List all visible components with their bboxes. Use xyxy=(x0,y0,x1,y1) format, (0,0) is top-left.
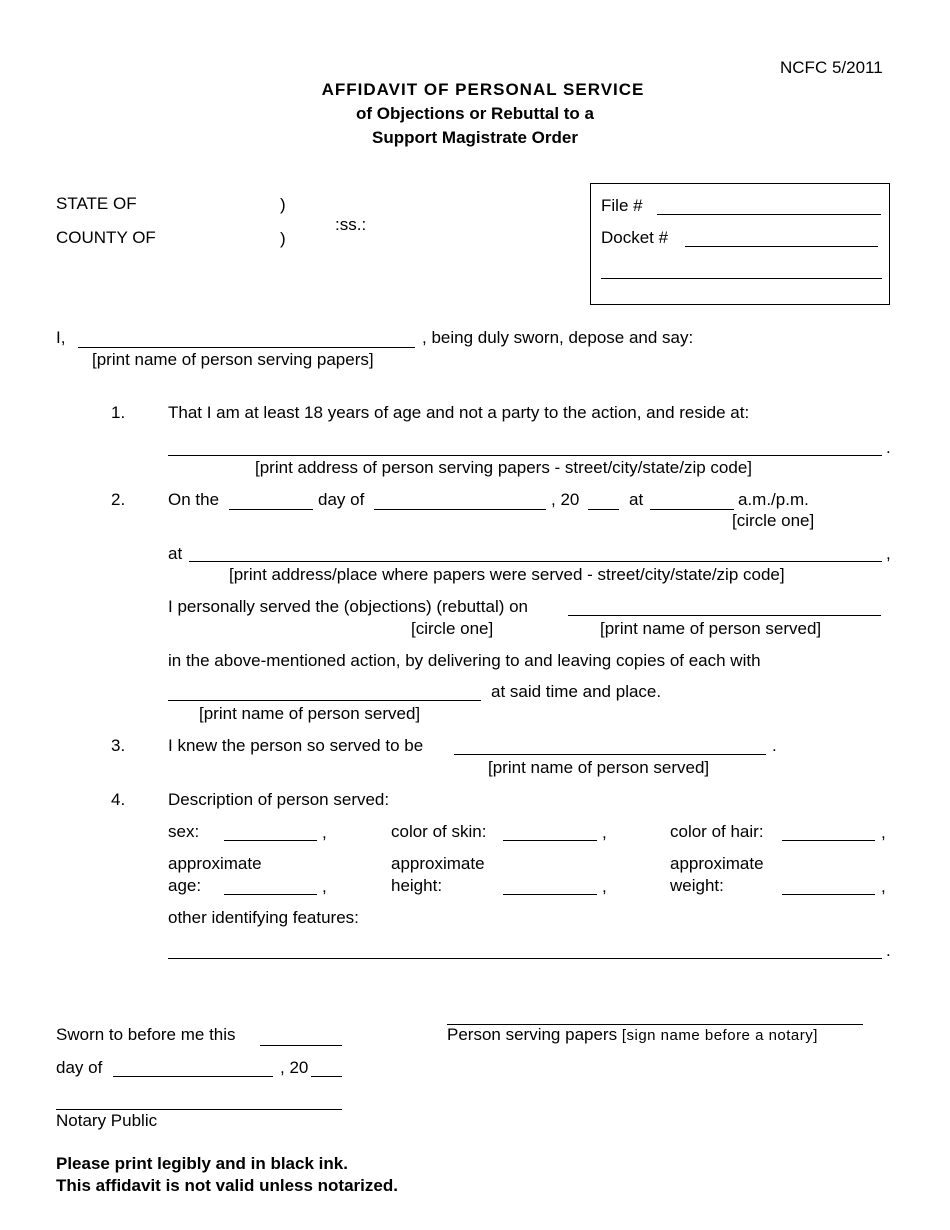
server-name-caption: [print name of person serving papers] xyxy=(92,350,374,369)
sworn-day-of-label: day of xyxy=(56,1058,103,1077)
server-signature-field[interactable] xyxy=(447,1005,863,1025)
at-place-label: at xyxy=(168,544,183,563)
item-4-text: Description of person served: xyxy=(168,790,390,809)
sex-comma: , xyxy=(322,823,327,842)
hair-color-field[interactable] xyxy=(782,821,875,841)
file-box-extra-field[interactable] xyxy=(601,259,882,279)
served-person-caption: [print name of person served] xyxy=(600,619,822,638)
skin-comma: , xyxy=(602,823,607,842)
file-number-field[interactable] xyxy=(657,195,881,215)
age-approx-label: approximate xyxy=(168,854,262,873)
sworn-month-field[interactable] xyxy=(113,1057,273,1077)
sworn-year-prefix: , 20 xyxy=(280,1058,309,1077)
server-address-field[interactable] xyxy=(168,436,882,456)
left-with-person-caption: [print name of person served] xyxy=(199,704,421,723)
other-features-label: other identifying features: xyxy=(168,908,359,927)
sworn-text: Sworn to before me this xyxy=(56,1025,236,1044)
notary-signature-field[interactable] xyxy=(56,1090,342,1110)
other-features-field[interactable] xyxy=(168,939,882,959)
sworn-day-field[interactable] xyxy=(260,1026,342,1046)
server-signature-label xyxy=(447,1025,818,1046)
weight-field[interactable] xyxy=(782,875,875,895)
service-year-field[interactable] xyxy=(588,490,619,510)
form-code: NCFC 5/2011 xyxy=(780,58,883,77)
state-paren: ) xyxy=(280,195,286,214)
at-time-label: at xyxy=(629,490,644,509)
footer-instruction-1: Please print legibly and in black ink. xyxy=(56,1154,348,1173)
state-label: STATE OF xyxy=(56,194,137,213)
height-field[interactable] xyxy=(503,875,597,895)
item-2-number: 2. xyxy=(111,490,126,509)
docket-label: Docket # xyxy=(601,228,669,247)
am-pm-circle-caption: [circle one] xyxy=(732,511,815,530)
ss-label: :ss.: xyxy=(335,215,367,234)
day-of-label: day of xyxy=(318,490,365,509)
weight-label: weight: xyxy=(670,876,724,895)
county-paren: ) xyxy=(280,229,286,248)
place-comma: , xyxy=(886,544,891,563)
skin-color-label: color of skin: xyxy=(391,822,487,841)
sworn-year-field[interactable] xyxy=(311,1057,342,1077)
hair-color-label: color of hair: xyxy=(670,822,764,841)
known-person-caption: [print name of person served] xyxy=(488,758,710,777)
item-1-period: . xyxy=(886,438,891,457)
service-time-field[interactable] xyxy=(650,490,734,510)
footer-instruction-2: This affidavit is not valid unless notarized. xyxy=(56,1176,398,1195)
service-place-caption: [print address/place where papers were served - street/city/state/zip code] xyxy=(229,565,785,584)
file-label: File # xyxy=(601,196,643,215)
server-label-text: Person serving papers xyxy=(447,1025,618,1044)
year-prefix: , 20 xyxy=(551,490,580,509)
intro-prefix: I, xyxy=(56,328,66,347)
sex-field[interactable] xyxy=(224,821,317,841)
left-with-person-field[interactable] xyxy=(168,681,481,701)
form-subtitle-1: of Objections or Rebuttal to a xyxy=(355,104,594,123)
delivering-text: in the above-mentioned action, by delivering to and leaving copies of each with xyxy=(168,651,761,670)
sex-label: sex: xyxy=(168,822,200,841)
age-field[interactable] xyxy=(224,875,317,895)
age-comma: , xyxy=(322,877,327,896)
item-3-text: I knew the person so served to be xyxy=(168,736,424,755)
intro-suffix: , being duly sworn, depose and say: xyxy=(422,328,694,347)
docket-number-field[interactable] xyxy=(685,227,878,247)
hair-comma: , xyxy=(881,823,886,842)
weight-comma: , xyxy=(881,877,886,896)
skin-color-field[interactable] xyxy=(503,821,597,841)
server-label-note: [sign name before a notary] xyxy=(621,1027,818,1044)
on-the-label: On the xyxy=(168,490,220,509)
item-1-text: That I am at least 18 years of age and not a party to the action, and reside at: xyxy=(168,403,750,422)
county-label: COUNTY OF xyxy=(56,228,156,247)
item-3-number: 3. xyxy=(111,736,126,755)
other-features-period: . xyxy=(886,941,891,960)
service-day-field[interactable] xyxy=(229,490,313,510)
age-label: age: xyxy=(168,876,202,895)
item-3-period: . xyxy=(772,736,777,755)
am-pm-option[interactable]: a.m./p.m. xyxy=(738,490,809,509)
form-subtitle-2: Support Magistrate Order xyxy=(372,128,578,147)
server-address-caption: [print address of person serving papers - street/city/state/zip code] xyxy=(255,458,753,477)
at-said-time-text: at said time and place. xyxy=(491,682,662,701)
height-label: height: xyxy=(391,876,443,895)
served-person-field[interactable] xyxy=(568,596,881,616)
served-circle-caption: [circle one] xyxy=(411,619,494,638)
height-comma: , xyxy=(602,877,607,896)
served-text: I personally served the (objections) (rebuttal) on xyxy=(168,597,529,616)
known-person-field[interactable] xyxy=(454,735,766,755)
server-name-field[interactable] xyxy=(78,328,415,348)
form-title: AFFIDAVIT OF PERSONAL SERVICE xyxy=(321,80,645,99)
height-approx-label: approximate xyxy=(391,854,485,873)
service-month-field[interactable] xyxy=(374,490,546,510)
weight-approx-label: approximate xyxy=(670,854,764,873)
service-place-field[interactable] xyxy=(189,542,882,562)
item-4-number: 4. xyxy=(111,790,126,809)
notary-label: Notary Public xyxy=(56,1111,158,1130)
item-1-number: 1. xyxy=(111,403,126,422)
